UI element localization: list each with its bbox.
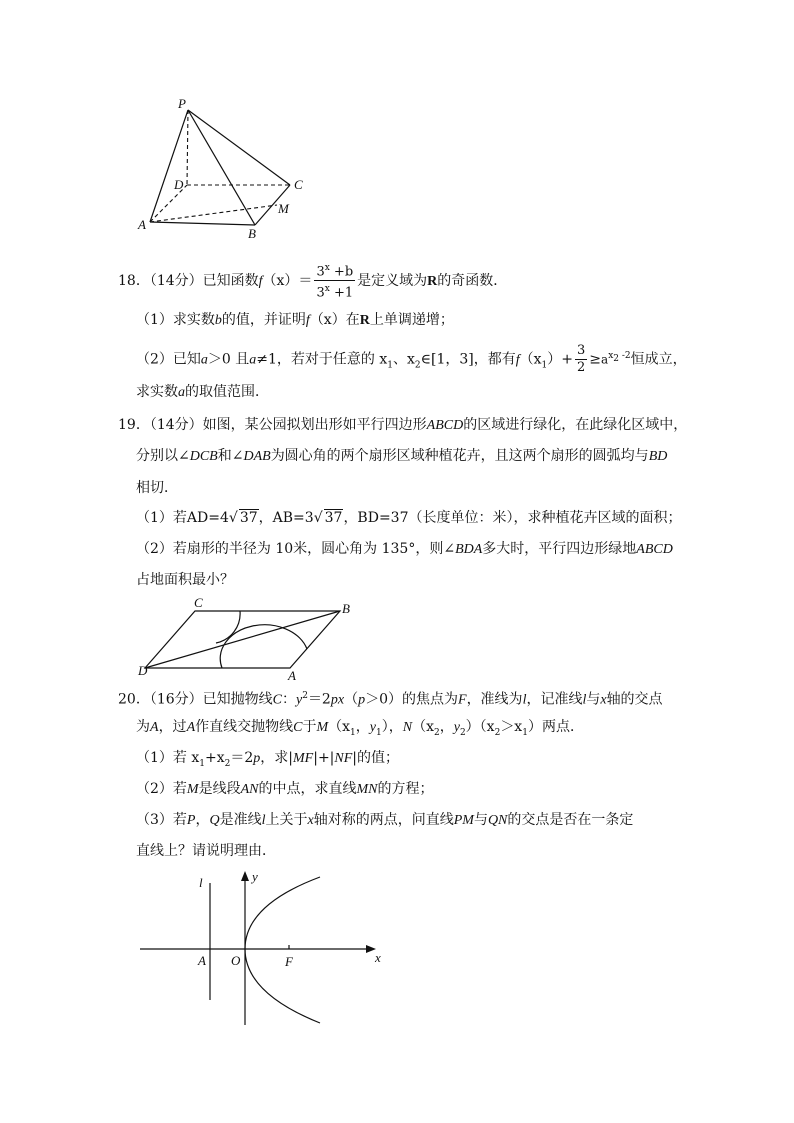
q20-part1: （1）若 $x_1+x_2=2p$，求|MF|+|NF|的值； <box>136 750 400 769</box>
q20-part2: （2）若M是线段AN的中点，求直线MN的方程； <box>136 781 434 797</box>
label-y: y <box>252 869 258 884</box>
label-l: l <box>199 875 203 890</box>
label-A: A <box>138 217 146 232</box>
q20-line2: 为A，过A作直线交抛物线C于$M(x_1$，$y_1$），$N(x_2$，$y_2)(x_2>x_1)$两点． <box>136 719 584 738</box>
q18-line1: 18．（14分）已知函数f（x）＝ $\frac{3^x +b}{3^x +1}$ 是定义域为R的奇函数． <box>118 260 507 302</box>
q18-part1: （1）求实数b的值，并证明f（x）在R上单调递增； <box>136 312 454 328</box>
label-D: D <box>174 177 184 192</box>
pyramid-figure <box>130 95 310 245</box>
q19-part1: （1）若AD=4√ 37，AB=3√ 37，BD=37（长度单位：米），求种植花卉区域的面积； <box>136 510 682 526</box>
q19-part2-cont: 占地面积最小？ <box>136 572 234 588</box>
q18-half-fraction: $\frac{3}{2}$ <box>577 343 586 376</box>
q20-line1: 20．（16分）已知抛物线C：$y^2=2px(p>0)$的焦点为F，准线为l，记准线l与x轴的交点 <box>118 691 663 708</box>
label-A: A <box>288 668 296 683</box>
q19-line3: 相切． <box>136 480 178 496</box>
parabola-figure <box>135 865 395 1030</box>
label-M: M <box>278 201 289 216</box>
q19-part2: （2）若扇形的半径为 10米，圆心角为 135°，则∠BDA多大时，平行四边形绿地ABCD <box>136 541 673 557</box>
label-B: B <box>342 601 350 616</box>
q18-fraction: $\frac{3^x +b}{3^x +1}$ <box>314 260 355 302</box>
q18-part2: （2）已知a＞0 且a≠1，若对于任意的 $x_1$、$x_2\in[1$，3]，都有$f(x_1)+$ $\frac{3}{2}$ $\ge a^{x_2 -2}$恒成立， <box>136 343 687 376</box>
q18-part2-cont: 求实数a的取值范围． <box>136 384 269 400</box>
q20-part3: （3）若P，Q是准线l上关于x轴对称的两点，问直线PM与QN的交点是否在一条定 <box>136 812 634 828</box>
label-O: O <box>231 953 241 968</box>
label-C: C <box>194 595 203 610</box>
q19-line1: 19．（14分）如图，某公园拟划出形如平行四边形ABCD的区域进行绿化，在此绿化区域中， <box>118 417 688 433</box>
label-A: A <box>198 953 206 968</box>
label-F: F <box>285 954 293 969</box>
label-x: x <box>375 950 381 965</box>
label-B: B <box>248 226 256 241</box>
label-C: C <box>294 177 303 192</box>
parallelogram-figure <box>130 593 370 683</box>
q20-part3-cont: 直线上？请说明理由． <box>136 843 276 859</box>
label-P: P <box>178 96 186 111</box>
label-D: D <box>138 663 148 678</box>
q19-line2: 分别以∠DCB和∠DAB为圆心角的两个扇形区域种植花卉，且这两个扇形的圆弧均与BD <box>136 448 668 464</box>
